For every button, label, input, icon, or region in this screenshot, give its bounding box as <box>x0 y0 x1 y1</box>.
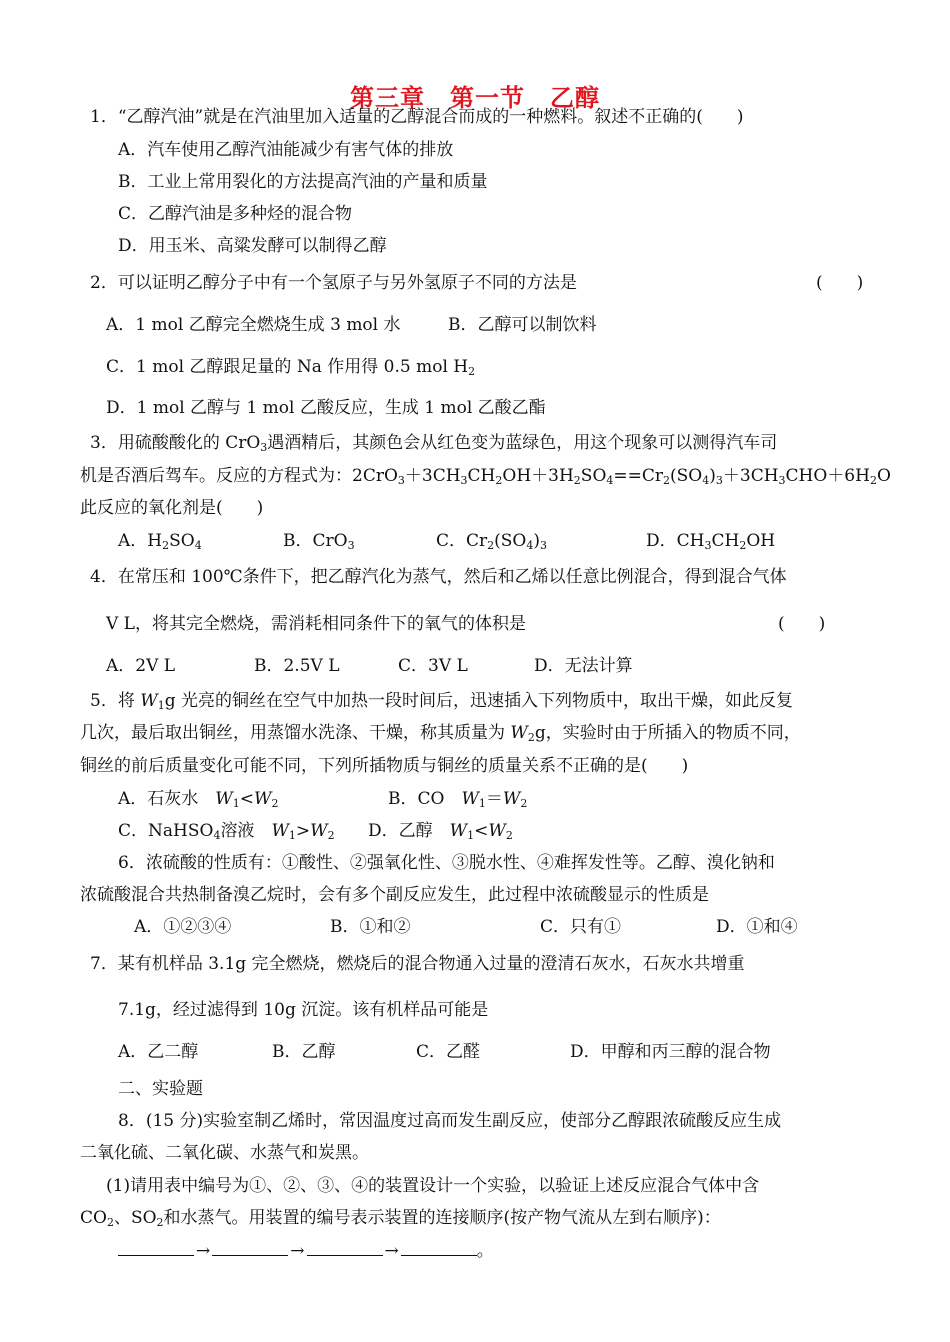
q5-option-d: D．乙醇 $W_1<W_2$ <box>368 821 513 842</box>
q2-option-c: C．1 mol 乙醇跟足量的 Na 作用得 0.5 mol $H_2$ <box>106 357 476 378</box>
q5-option-c: C．NaHSO$_4$溶液 $W_1>W_2$ <box>118 821 335 842</box>
q4-option-d: D．无法计算 <box>534 656 633 676</box>
q7-option-b: B．乙醇 <box>272 1042 336 1062</box>
q2-option-a: A．1 mol 乙醇完全燃烧生成 3 mol 水 <box>106 315 401 335</box>
q7-line-1: 7．某有机样品 3.1g 完全燃烧，燃烧后的混合物通入过量的澄清石灰水，石灰水共增重 <box>90 954 745 974</box>
q2-option-d: D．1 mol 乙醇与 1 mol 乙酸反应，生成 1 mol 乙酸乙酯 <box>106 398 546 418</box>
q4-option-b: B．2.5V L <box>254 656 340 676</box>
q5-option-b: B．CO $W_1=W_2$ <box>388 789 528 810</box>
q6-line-2: 浓硫酸混合共热制备溴乙烷时，会有多个副反应发生，此过程中浓硫酸显示的性质是 <box>80 885 709 905</box>
q4-line-1: 4．在常压和 100℃条件下，把乙醇汽化为蒸气，然后和乙烯以任意比例混合，得到混合气体 <box>90 567 787 587</box>
q5-option-a: A．石灰水 $W_1<W_2$ <box>118 789 279 810</box>
q8-answer-chain <box>118 1240 494 1262</box>
q1-stem: 1．“乙醇汽油”就是在汽油里加入适量的乙醇混合而成的一种燃料。叙述不正确的( ) <box>90 107 744 127</box>
q7-option-a: A．乙二醇 <box>118 1042 199 1062</box>
q3-line-2-equation: 机是否酒后驾车。反应的方程式为：$2CrO_3+3CH_3CH_2OH+3H_2SO_4==Cr_2(SO_4)_3+3CH_3CHO+6H_2O$ <box>80 466 891 487</box>
q8-line-1: 8．(15 分)实验室制乙烯时，常因温度过高而发生副反应，使部分乙醇跟浓硫酸反应生成 <box>118 1111 782 1131</box>
q6-line-1: 6．浓硫酸的性质有：①酸性、②强氧化性、③脱水性、④难挥发性等。乙醇、溴化钠和 <box>118 853 775 873</box>
answer-blank-1[interactable] <box>118 1241 194 1256</box>
q3-option-d: D．$CH_3CH_2OH$ <box>646 531 776 552</box>
q1-option-b: B．工业上常用裂化的方法提高汽油的产量和质量 <box>118 172 488 192</box>
arrow-icon: → <box>384 1241 399 1261</box>
q5-line-3: 铜丝的前后质量变化可能不同，下列所插物质与铜丝的质量关系不正确的是( ) <box>80 756 689 776</box>
answer-blank-2[interactable] <box>212 1241 288 1256</box>
q6-option-b: B．①和② <box>330 917 411 937</box>
q2-stem: 2．可以证明乙醇分子中有一个氢原子与另外氢原子不同的方法是 <box>90 273 577 293</box>
q2-answer-bracket: ( ) <box>816 273 864 293</box>
q6-option-d: D．①和④ <box>716 917 798 937</box>
q1-option-a: A．汽车使用乙醇汽油能减少有害气体的排放 <box>118 140 454 160</box>
q2-option-b: B．乙醇可以制饮料 <box>448 315 597 335</box>
answer-blank-3[interactable] <box>307 1241 383 1256</box>
section-heading-experiment: 二、实验题 <box>118 1079 203 1099</box>
q7-line-2: 7.1g，经过滤得到 10g 沉淀。该有机样品可能是 <box>118 1000 489 1020</box>
q4-answer-bracket: ( ) <box>778 614 826 634</box>
q3-option-a: A．$H_2SO_4$ <box>118 531 202 552</box>
q3-line-1: 3．用硫酸酸化的 CrO$_3$遇酒精后，其颜色会从红色变为蓝绿色，用这个现象可以测得汽车司 <box>90 433 778 454</box>
q1-option-c: C．乙醇汽油是多种烃的混合物 <box>118 204 353 224</box>
answer-blank-4[interactable] <box>401 1241 477 1256</box>
arrow-icon: → <box>196 1241 211 1261</box>
sentence-end-mark: 。 <box>476 1241 494 1261</box>
q4-line-2: V L，将其完全燃烧，需消耗相同条件下的氧气的体积是 <box>106 614 526 634</box>
q7-option-d: D．甲醇和丙三醇的混合物 <box>570 1042 771 1062</box>
q3-option-b: B．CrO$_3$ <box>283 531 355 552</box>
q8-line-2: 二氧化硫、二氧化碳、水蒸气和炭黑。 <box>80 1143 369 1163</box>
q6-option-a: A．①②③④ <box>134 917 232 937</box>
page-title: 第三章 第一节 乙醇 <box>350 84 600 112</box>
q4-option-a: A．2V L <box>106 656 176 676</box>
q7-option-c: C．乙醛 <box>416 1042 481 1062</box>
q4-option-c: C．3V L <box>398 656 468 676</box>
q6-option-c: C．只有① <box>540 917 622 937</box>
q8-line-3: (1)请用表中编号为①、②、③、④的装置设计一个实验，以验证上述反应混合气体中含 <box>106 1176 760 1196</box>
q8-line-4: $CO_2$、$SO_2$和水蒸气。用装置的编号表示装置的连接顺序(按产物气流从左到右顺序)： <box>80 1208 721 1229</box>
q3-line-3: 此反应的氧化剂是( ) <box>80 498 264 518</box>
arrow-icon: → <box>290 1241 305 1261</box>
q1-option-d: D．用玉米、高粱发酵可以制得乙醇 <box>118 236 387 256</box>
q3-option-c: C．$Cr_2(SO_4)_3$ <box>436 531 548 552</box>
q5-line-2: 几次，最后取出铜丝，用蒸馏水洗涤、干燥，称其质量为 $W_2g$，实验时由于所插入的物质不同， <box>80 723 801 744</box>
q5-line-1: 5．将 $W_1g$ 光亮的铜丝在空气中加热一段时间后，迅速插入下列物质中，取出干燥，如此反复 <box>90 691 794 712</box>
